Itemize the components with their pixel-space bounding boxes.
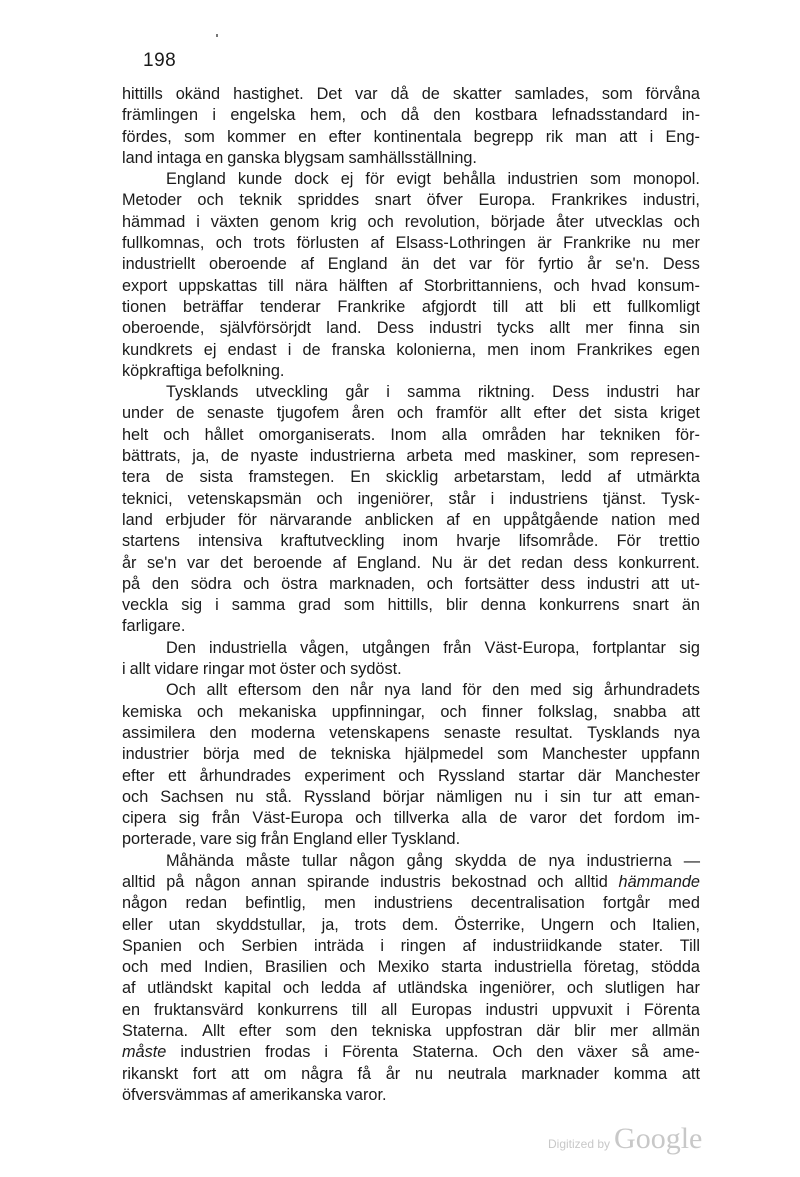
text-line: farligare.: [122, 617, 186, 636]
digitized-watermark: [548, 1122, 702, 1156]
text-line: måste industrien frodas i Förenta Staterna. Och den växer så ame-: [122, 1043, 700, 1062]
text-line: år se'n var det beroende af England. Nu är det redan dess konkurrent.: [122, 553, 700, 572]
text-line: Spanien och Serbien inträda i ringen af industriidkande stater. Till: [122, 936, 700, 955]
text-line: någon redan befintlig, men industriens decentralisation fortgår med: [122, 894, 700, 913]
text-line: porterade, vare sig från England eller Tyskland.: [122, 830, 461, 849]
text-line: i allt vidare ringar mot öster och sydöst.: [122, 660, 402, 679]
text-line: af utländskt kapital och ledda af utländska ingeniörer, och slutligen har: [122, 979, 700, 998]
text-line: en fruktansvärd konkurrens till all Europas industri uppvuxit i Förenta: [122, 1000, 700, 1019]
text-line: hämmad i växten genom krig och revolution, började åter utvecklas och: [122, 212, 700, 231]
text-line: veckla sig i samma grad som hittills, blir denna konkurrens snart än: [122, 596, 700, 615]
text-line: startens intensiva kraftutveckling inom hvarje lifsområde. För trettio: [122, 532, 700, 551]
text-line: rikanskt fort att om några få år nu neutrala marknader komma att: [122, 1064, 700, 1083]
page-number: 198: [143, 50, 177, 71]
text-line: alltid på någon annan spirande industris bekostnad och alltid hämmande: [122, 872, 700, 891]
text-line: land intaga en ganska blygsam samhällsställning.: [122, 148, 477, 167]
text-line: på den södra och östra marknaden, och fortsätter dess industri att ut-: [122, 574, 700, 593]
text-line: och med Indien, Brasilien och Mexiko starta industriella företag, stödda: [122, 958, 700, 977]
text-line: köpkraftiga befolkning.: [122, 361, 285, 380]
watermark-prefix: Digitized by: [548, 1137, 611, 1151]
text-line: Staterna. Allt efter som den tekniska uppfostran där blir mer allmän: [122, 1022, 700, 1041]
scan-speck: [216, 34, 218, 37]
text-line: och Sachsen nu stå. Ryssland börjar nämligen nu i sin tur att eman-: [122, 787, 700, 806]
text-line: teknici, vetenskapsmän och ingeniörer, står i industriens tjänst. Tysk-: [122, 489, 700, 508]
text-line: kundkrets ej endast i de franska kolonierna, men inom Frankrikes egen: [122, 340, 700, 359]
text-line: industriellt oberoende af England än det var för fyrtio år se'n. Dess: [122, 255, 700, 274]
text-line: land erbjuder för närvarande anblicken af en uppåtgående nation med: [122, 510, 700, 529]
text-line: assimilera den moderna vetenskapens senaste resultat. Tysklands nya: [122, 723, 700, 742]
text-line: fullkomnas, och trots förlusten af Elsass-Lothringen är Frankrike nu mer: [122, 234, 700, 253]
text-line: främlingen i engelska hem, och då den kostbara lefnadsstandard in-: [122, 106, 700, 125]
text-line: export uppskattas till nära hälften af Storbrittanniens, och hvad konsum-: [122, 276, 700, 295]
text-line: helt och hållet omorganiserats. Inom alla områden har tekniken för-: [122, 425, 700, 444]
text-line: Metoder och teknik spriddes snart öfver Europa. Frankrikes industri,: [122, 191, 700, 210]
text-line: industrier börja med de tekniska hjälpmedel som Manchester uppfann: [122, 745, 700, 764]
text-line: Och allt eftersom den når nya land för den med sig århundradets: [166, 681, 700, 700]
text-line: under de senaste tjugofem åren och framför allt efter det sista kriget: [122, 404, 700, 423]
body-text: [122, 84, 700, 1106]
text-line: kemiska och mekaniska uppfinningar, och finner folkslag, snabba att: [122, 702, 700, 721]
text-line: eller utan skyddstullar, ja, trots dem. Österrike, Ungern och Italien,: [122, 915, 700, 934]
text-line: bättrats, ja, de nyaste industrierna arbeta med maskiner, som represen-: [122, 447, 700, 466]
text-line: oberoende, självförsörjdt land. Dess industri tycks allt mer finna sin: [122, 319, 700, 338]
text-line: öfversvämmas af amerikanska varor.: [122, 1085, 387, 1104]
text-line: England kunde dock ej för evigt behålla industrien som monopol.: [166, 170, 700, 189]
text-line: cipera sig från Väst-Europa och tillverka alla de varor det fordom im-: [122, 809, 700, 828]
text-line: Måhända måste tullar någon gång skydda de nya industrierna —: [166, 851, 700, 870]
text-line: Tysklands utveckling går i samma riktning. Dess industri har: [166, 383, 700, 402]
text-line: fördes, som kommer en efter kontinentala begrepp rik man att i Eng-: [122, 127, 700, 146]
text-line: tera de sista framstegen. En skicklig arbetarstam, ledd af utmärkta: [122, 468, 700, 487]
text-line: efter ett århundrades experiment och Ryssland startar där Manchester: [122, 766, 700, 785]
google-logo: Google: [614, 1122, 703, 1155]
text-line: hittills okänd hastighet. Det var då de skatter samlades, som förvåna: [122, 85, 700, 103]
text-line: tionen beträffar tenderar Frankrike afgjordt till att bli ett fullkomligt: [122, 297, 700, 316]
text-line: Den industriella vågen, utgången från Väst-Europa, fortplantar sig: [166, 638, 700, 657]
